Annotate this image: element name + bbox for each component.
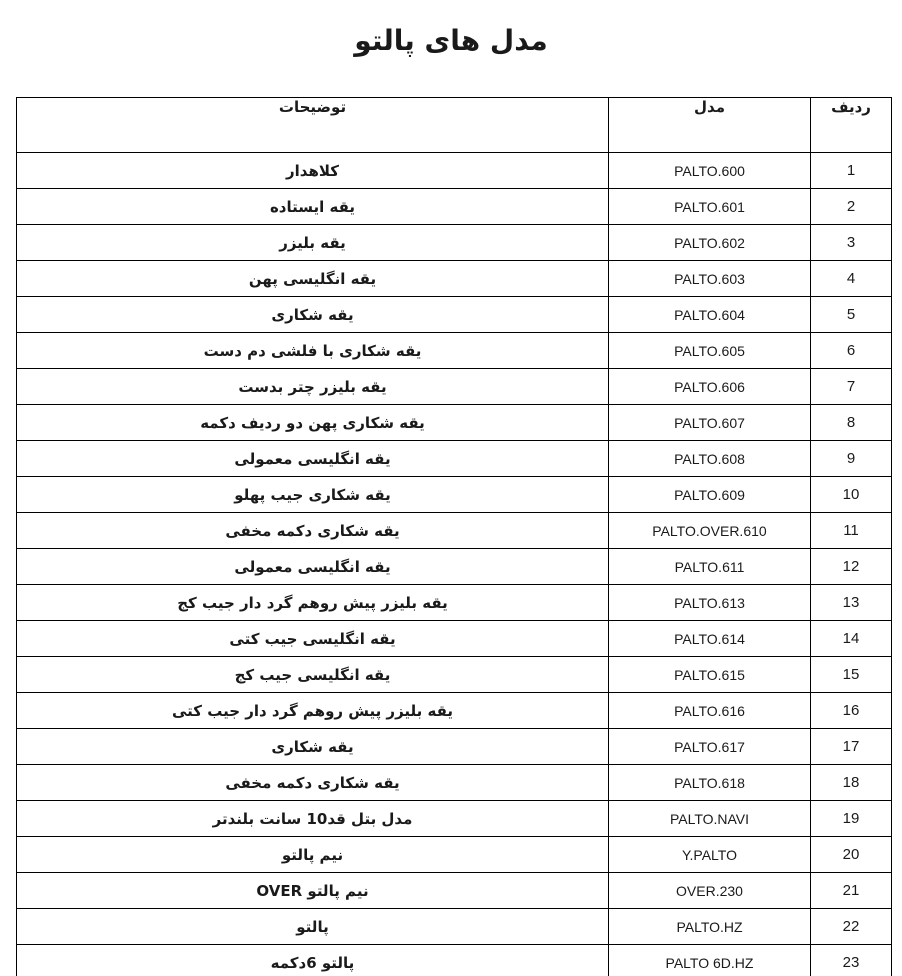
table-row [17, 333, 892, 369]
cell-row-number: 16 [811, 693, 892, 729]
cell-row-number: 7 [811, 369, 892, 405]
table-row [17, 945, 892, 976]
cell-model: Y.PALTO [609, 837, 811, 873]
table-row [17, 405, 892, 441]
cell-model: PALTO.605 [609, 333, 811, 369]
cell-row-number: 5 [811, 297, 892, 333]
cell-description: یقه شکاری [17, 297, 609, 333]
cell-row-number: 1 [811, 153, 892, 189]
header-model: مدل [609, 98, 811, 153]
table-row [17, 801, 892, 837]
cell-row-number: 6 [811, 333, 892, 369]
table-row [17, 477, 892, 513]
cell-description: نیم پالتو [17, 837, 609, 873]
cell-description: کلاهدار [17, 153, 609, 189]
cell-model: PALTO.615 [609, 657, 811, 693]
cell-model: PALTO.614 [609, 621, 811, 657]
cell-model: PALTO.OVER.610 [609, 513, 811, 549]
table-row [17, 873, 892, 909]
table-row [17, 153, 892, 189]
table-row [17, 369, 892, 405]
cell-description: یقه شکاری [17, 729, 609, 765]
cell-row-number: 11 [811, 513, 892, 549]
table-row [17, 225, 892, 261]
cell-model: PALTO.613 [609, 585, 811, 621]
cell-row-number: 19 [811, 801, 892, 837]
table-row [17, 297, 892, 333]
table-row [17, 837, 892, 873]
cell-description: نیم پالتو OVER [17, 873, 609, 909]
cell-description: یقه بلیزر [17, 225, 609, 261]
cell-model: PALTO.608 [609, 441, 811, 477]
cell-row-number: 3 [811, 225, 892, 261]
header-row-number: ردیف [811, 98, 892, 153]
table-row [17, 261, 892, 297]
header-row [17, 98, 892, 153]
cell-description: مدل بتل قد10 سانت بلندتر [17, 801, 609, 837]
cell-model: PALTO.618 [609, 765, 811, 801]
cell-model: PALTO 6D.HZ [609, 945, 811, 976]
cell-row-number: 14 [811, 621, 892, 657]
cell-row-number: 23 [811, 945, 892, 976]
table-row [17, 909, 892, 945]
cell-model: PALTO.603 [609, 261, 811, 297]
models-table [16, 97, 892, 976]
cell-row-number: 12 [811, 549, 892, 585]
table-row [17, 693, 892, 729]
cell-model: PALTO.609 [609, 477, 811, 513]
table-row [17, 729, 892, 765]
cell-description: یقه ایستاده [17, 189, 609, 225]
cell-description: پالتو [17, 909, 609, 945]
cell-description: یقه شکاری با فلشی دم دست [17, 333, 609, 369]
cell-model: PALTO.602 [609, 225, 811, 261]
cell-description: یقه انگلیسی جیب کج [17, 657, 609, 693]
cell-model: PALTO.600 [609, 153, 811, 189]
cell-row-number: 17 [811, 729, 892, 765]
table-row [17, 549, 892, 585]
cell-model: PALTO.617 [609, 729, 811, 765]
table-row [17, 657, 892, 693]
cell-description: یقه شکاری پهن دو ردیف دکمه [17, 405, 609, 441]
cell-description: یقه بلیزر چتر بدست [17, 369, 609, 405]
cell-description: یقه انگلیسی جیب کتی [17, 621, 609, 657]
cell-model: PALTO.604 [609, 297, 811, 333]
header-description: توضیحات [17, 98, 609, 153]
cell-model: PALTO.611 [609, 549, 811, 585]
cell-description: یقه شکاری دکمه مخفی [17, 513, 609, 549]
table-row [17, 765, 892, 801]
cell-description: یقه شکاری دکمه مخفی [17, 765, 609, 801]
cell-row-number: 10 [811, 477, 892, 513]
table-body [17, 153, 892, 976]
cell-description: یقه انگلیسی معمولی [17, 441, 609, 477]
cell-row-number: 22 [811, 909, 892, 945]
cell-row-number: 13 [811, 585, 892, 621]
cell-model: PALTO.HZ [609, 909, 811, 945]
table-row [17, 441, 892, 477]
cell-description: یقه بلیزر پیش روهم گرد دار جیب کج [17, 585, 609, 621]
table-row [17, 189, 892, 225]
cell-row-number: 2 [811, 189, 892, 225]
cell-model: PALTO.601 [609, 189, 811, 225]
cell-row-number: 9 [811, 441, 892, 477]
cell-model: PALTO.NAVI [609, 801, 811, 837]
table-row [17, 585, 892, 621]
cell-model: OVER.230 [609, 873, 811, 909]
cell-row-number: 18 [811, 765, 892, 801]
cell-model: PALTO.607 [609, 405, 811, 441]
cell-description: یقه انگلیسی معمولی [17, 549, 609, 585]
cell-description: پالتو 6دکمه [17, 945, 609, 976]
cell-row-number: 4 [811, 261, 892, 297]
cell-row-number: 8 [811, 405, 892, 441]
cell-description: یقه بلیزر پیش روهم گرد دار جیب کتی [17, 693, 609, 729]
cell-model: PALTO.606 [609, 369, 811, 405]
table-row [17, 513, 892, 549]
table-row [17, 621, 892, 657]
cell-row-number: 21 [811, 873, 892, 909]
cell-description: یقه انگلیسی پهن [17, 261, 609, 297]
cell-model: PALTO.616 [609, 693, 811, 729]
cell-row-number: 15 [811, 657, 892, 693]
cell-row-number: 20 [811, 837, 892, 873]
cell-description: یقه شکاری جیب پهلو [17, 477, 609, 513]
table-header [17, 98, 892, 153]
page-title: مدل های پالتو [354, 24, 548, 57]
